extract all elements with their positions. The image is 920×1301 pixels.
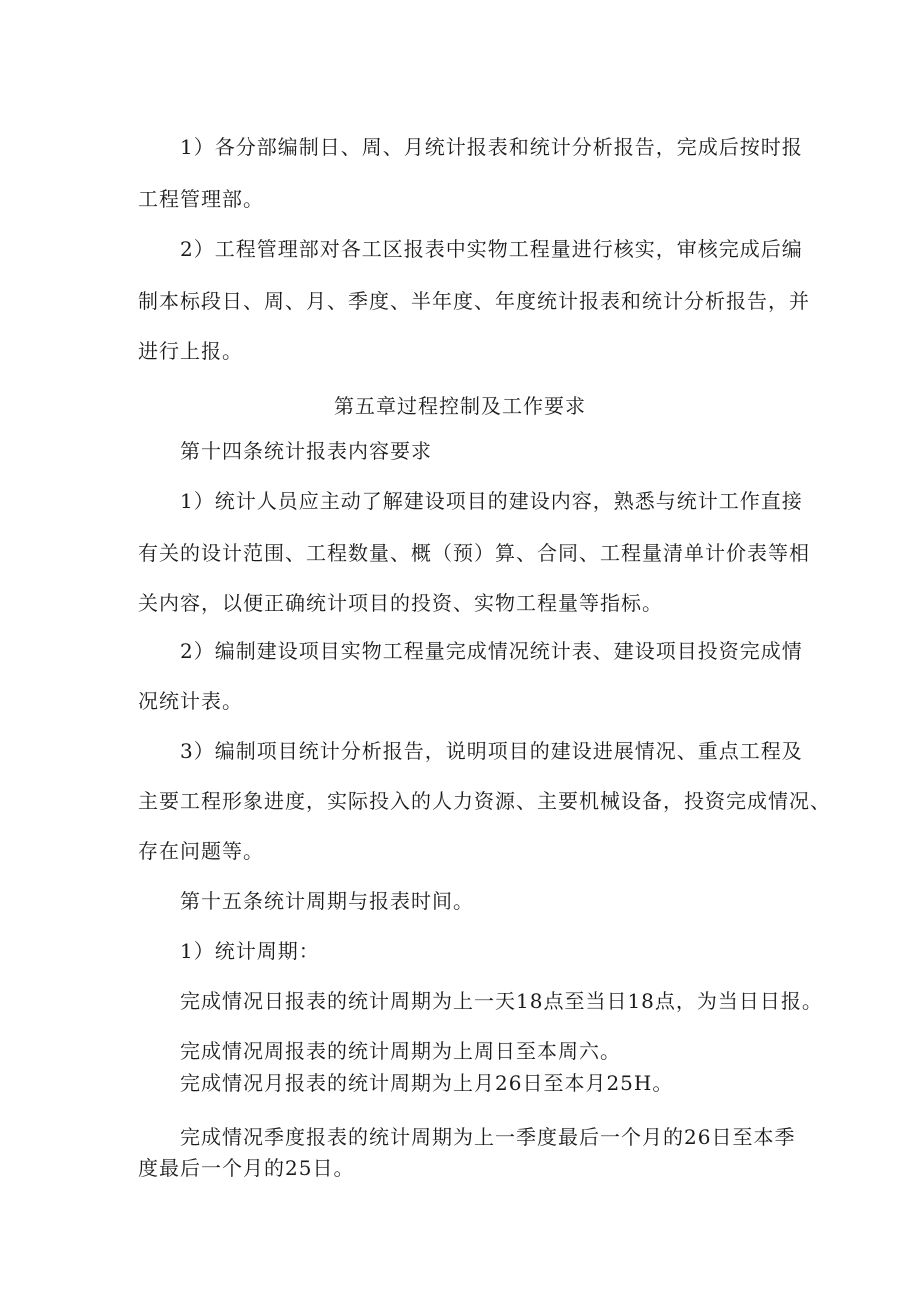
paragraph-line: 2）工程管理部对各工区报表中实物工程量进行核实，审核完成后编 <box>180 237 803 261</box>
paragraph-line: 1）统计人员应主动了解建设项目的建设内容，熟悉与统计工作直接 <box>180 489 803 513</box>
article-heading: 第十五条统计周期与报表时间。 <box>180 889 474 913</box>
paragraph-line: 3）编制项目统计分析报告，说明项目的建设进展情况、重点工程及 <box>180 739 803 763</box>
paragraph-line: 况统计表。 <box>138 689 243 713</box>
paragraph-line: 完成情况日报表的统计周期为上一天18点至当日18点，为当日日报。 <box>180 989 823 1013</box>
paragraph-line: 关内容，以便正确统计项目的投资、实物工程量等指标。 <box>138 591 663 615</box>
paragraph-line: 进行上报。 <box>138 339 243 363</box>
paragraph-line: 完成情况季度报表的统计周期为上一季度最后一个月的26日至本季 <box>180 1125 796 1149</box>
paragraph-line: 工程管理部。 <box>138 187 264 211</box>
paragraph-line: 1）统计周期： <box>180 939 320 963</box>
paragraph-line: 度最后一个月的25日。 <box>138 1156 355 1180</box>
paragraph-line: 存在问题等。 <box>138 839 264 863</box>
paragraph-line: 完成情况周报表的统计周期为上周日至本周六。 <box>180 1039 621 1063</box>
chapter-heading: 第五章过程控制及工作要求 <box>334 394 586 418</box>
paragraph-line: 有关的设计范围、工程数量、概（预）算、合同、工程量清单计价表等相 <box>138 541 810 565</box>
paragraph-line: 1）各分部编制日、周、月统计报表和统计分析报告，完成后按时报 <box>180 135 803 159</box>
article-heading: 第十四条统计报表内容要求 <box>180 439 432 463</box>
paragraph-line: 制本标段日、周、月、季度、半年度、年度统计报表和统计分析报告，并 <box>138 289 810 313</box>
paragraph-line: 完成情况月报表的统计周期为上月26日至本月25H。 <box>180 1071 674 1095</box>
paragraph-line: 2）编制建设项目实物工程量完成情况统计表、建设项目投资完成情 <box>180 639 803 663</box>
paragraph-line: 主要工程形象进度，实际投入的人力资源、主要机械设备，投资完成情况、 <box>138 789 831 813</box>
